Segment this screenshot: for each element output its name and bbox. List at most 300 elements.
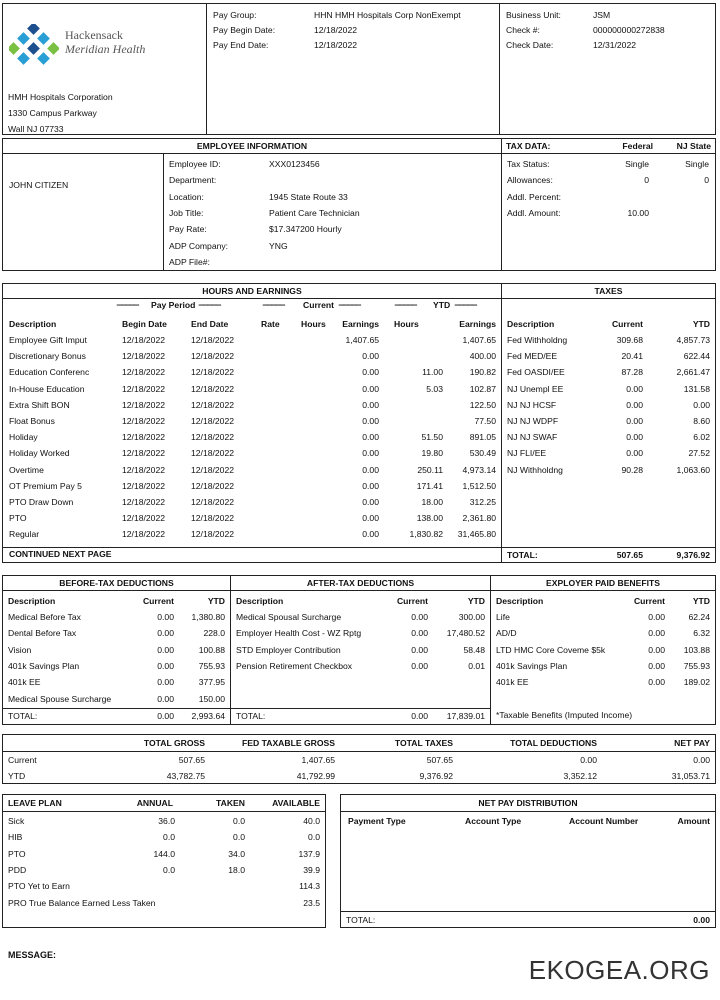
- employee-info-section: [2, 138, 502, 271]
- pay-group-label: Pay Group:: [213, 10, 257, 20]
- tax-data-row: [502, 172, 715, 188]
- earning-begin-date: 12/18/2022: [122, 432, 166, 443]
- earning-end-date: 12/18/2022: [191, 497, 235, 507]
- leave-col-available: AVAILABLE: [272, 798, 320, 808]
- dash-decoration: ━━━━━: [395, 300, 416, 310]
- sum-col-fed-taxable: FED TAXABLE GROSS: [242, 738, 335, 748]
- leave-row: [3, 878, 325, 894]
- employee-field-label: Location:: [169, 191, 204, 202]
- earnings-row: [3, 445, 501, 461]
- employee-field-value: XXX0123456: [269, 159, 320, 169]
- before-tax-current: 0.00: [157, 628, 174, 639]
- pay-begin-row: [207, 22, 499, 38]
- earning-ytd-amount: 102.87: [469, 383, 496, 394]
- tax-data-row: [502, 156, 715, 172]
- tax-data-label: Allowances:: [507, 175, 553, 186]
- leave-annual: 0.0: [163, 864, 175, 875]
- col-end-date: End Date: [191, 319, 229, 329]
- employer-benefit-ytd: 189.02: [683, 677, 710, 688]
- at-total-ytd: 17,839.01: [446, 711, 485, 721]
- earning-current-amount: 0.00: [362, 464, 379, 475]
- earning-end-date: 12/18/2022: [191, 367, 235, 378]
- tax-description: NJ FLI/EE: [507, 448, 547, 459]
- before-tax-row: [3, 625, 230, 641]
- earning-current-amount: 0.00: [362, 399, 379, 410]
- tax-row: [502, 397, 715, 413]
- net-pay-distribution-section: [340, 794, 716, 928]
- earning-end-date: 12/18/2022: [191, 335, 235, 345]
- tax-row: [502, 332, 715, 348]
- employee-field-label: Job Title:: [169, 207, 204, 218]
- bt-total-ytd: 2,993.64: [191, 711, 225, 721]
- summary-value: 507.65: [426, 755, 453, 765]
- employee-field-row: [3, 156, 501, 172]
- summary-row: [3, 768, 715, 784]
- earnings-row: [3, 526, 501, 542]
- earning-description: Float Bonus: [9, 416, 55, 426]
- tax-ytd: 1,063.60: [676, 464, 710, 475]
- earning-current-amount: 0.00: [362, 367, 379, 378]
- employer-benefit-current: 0.00: [648, 677, 665, 688]
- leave-plan-name: Sick: [8, 816, 25, 826]
- before-tax-description: 401k EE: [8, 677, 41, 688]
- earning-begin-date: 12/18/2022: [122, 513, 166, 524]
- pay-begin-value: 12/18/2022: [314, 25, 358, 35]
- earning-description: OT Premium Pay 5: [9, 480, 82, 491]
- group-ytd: YTD: [433, 300, 451, 310]
- employer-benefit-ytd: 6.32: [693, 628, 710, 639]
- before-tax-current: 0.00: [157, 660, 174, 671]
- employer-benefit-description: LTD HMC Core Coveme $5k: [496, 644, 606, 655]
- col-description: Description: [9, 319, 57, 329]
- after-tax-description: Medical Spousal Surcharge: [236, 612, 342, 622]
- earning-ytd-amount: 1,512.50: [462, 480, 496, 491]
- npd-col-account-type: Account Type: [465, 816, 522, 826]
- employer-benefit-row: [491, 658, 715, 674]
- logo-text-line2: Meridian Health: [65, 42, 146, 56]
- eb-col-current: Current: [633, 596, 665, 606]
- before-tax-ytd: 150.00: [198, 693, 225, 704]
- leave-available: 39.9: [303, 864, 320, 875]
- after-tax-row: [231, 625, 490, 641]
- group-current: Current: [303, 300, 335, 310]
- earning-begin-date: 12/18/2022: [122, 383, 166, 394]
- dash-decoration: ━━━━━: [455, 300, 476, 310]
- tax-description: NJ Withholdng: [507, 464, 563, 475]
- summary-value: 1,407.65: [301, 755, 335, 765]
- after-tax-title: AFTER-TAX DEDUCTIONS: [231, 576, 490, 591]
- leave-available: 114.3: [299, 881, 320, 892]
- employee-field-label: ADP Company:: [169, 240, 229, 251]
- earning-begin-date: 12/18/2022: [122, 335, 166, 345]
- earnings-row: [3, 348, 501, 364]
- employer-benefit-ytd: 62.24: [688, 612, 710, 622]
- taxes-title: TAXES: [502, 284, 715, 299]
- tax-row: [502, 445, 715, 461]
- earning-ytd-hours: 11.00: [422, 367, 443, 378]
- check-number-label: Check #:: [506, 25, 540, 35]
- check-info-block: [500, 3, 716, 135]
- earning-description: Overtime: [9, 464, 44, 475]
- leave-col-taken: TAKEN: [216, 798, 245, 808]
- tax-description: NJ Unempl EE: [507, 383, 564, 394]
- summary-value: 0.00: [580, 755, 597, 765]
- earning-description: Regular: [9, 529, 40, 540]
- after-tax-ytd: 300.00: [458, 612, 485, 622]
- tax-current: 0.00: [626, 399, 643, 410]
- tax-data-section: [502, 138, 716, 271]
- npd-col-account-number: Account Number: [569, 816, 639, 826]
- pay-group-value: HHN HMH Hospitals Corp NonExempt: [314, 10, 461, 20]
- company-address2: Wall NJ 07733: [8, 124, 64, 134]
- tax-data-federal-header: Federal: [622, 141, 653, 151]
- employee-field-row: [3, 205, 501, 221]
- tax-row: [502, 381, 715, 397]
- tax-row: [502, 462, 715, 478]
- before-tax-ytd: 1,380.80: [191, 612, 225, 622]
- earnings-row: [3, 381, 501, 397]
- taxes-col-description: Description: [507, 319, 555, 329]
- leave-plan-name: PDD: [8, 864, 27, 875]
- sum-col-net-pay: NET PAY: [674, 738, 710, 748]
- earnings-column-headers: [3, 316, 501, 332]
- hours-earnings-title: HOURS AND EARNINGS: [3, 284, 501, 299]
- earning-current-amount: 0.00: [362, 497, 379, 507]
- earning-ytd-hours: 250.11: [417, 464, 443, 475]
- leave-row: [3, 862, 325, 878]
- employer-benefit-description: AD/D: [496, 628, 517, 639]
- earning-end-date: 12/18/2022: [191, 351, 235, 362]
- earning-current-amount: 0.00: [362, 480, 379, 491]
- tax-ytd: 0.00: [693, 399, 710, 410]
- earning-ytd-hours: 1,830.82: [409, 529, 443, 540]
- dash-decoration: ━━━━━: [339, 300, 360, 310]
- tax-current: 20.41: [621, 351, 643, 362]
- before-tax-row: [3, 674, 230, 690]
- leave-row: [3, 846, 325, 862]
- leave-annual: 144.0: [153, 848, 175, 859]
- earnings-row: [3, 397, 501, 413]
- earning-description: PTO: [9, 513, 27, 524]
- tax-description: NJ NJ HCSF: [507, 399, 557, 410]
- earning-ytd-amount: 190.82: [469, 367, 496, 378]
- earning-ytd-amount: 530.49: [469, 448, 496, 459]
- employee-field-label: Department:: [169, 175, 217, 186]
- at-col-current: Current: [396, 596, 428, 606]
- after-tax-section: [231, 575, 491, 725]
- earning-begin-date: 12/18/2022: [122, 497, 166, 507]
- before-tax-description: 401k Savings Plan: [8, 660, 80, 671]
- sum-col-total-taxes: TOTAL TAXES: [394, 738, 453, 748]
- employer-benefit-row: [491, 609, 715, 625]
- leave-plan-name: PTO Yet to Earn: [8, 881, 70, 892]
- before-tax-current: 0.00: [157, 612, 174, 622]
- npd-total-value: 0.00: [693, 915, 710, 925]
- taxes-section: [502, 283, 716, 563]
- before-tax-ytd: 228.0: [203, 628, 225, 639]
- summary-value: 0.00: [693, 755, 710, 765]
- employee-field-row: [3, 254, 501, 270]
- earning-end-date: 12/18/2022: [191, 464, 235, 475]
- sum-col-total-gross: TOTAL GROSS: [143, 738, 205, 748]
- before-tax-section: [2, 575, 231, 725]
- after-tax-ytd: 17,480.52: [446, 628, 485, 639]
- earning-ytd-amount: 1,407.65: [462, 335, 496, 345]
- earning-current-amount: 0.00: [362, 383, 379, 394]
- earning-ytd-hours: 171.41: [416, 480, 443, 491]
- earnings-row: [3, 494, 501, 510]
- before-tax-description: Dental Before Tax: [8, 628, 77, 639]
- summary-headers: [3, 735, 715, 752]
- earning-begin-date: 12/18/2022: [122, 399, 166, 410]
- employer-benefits-section: [491, 575, 716, 725]
- npd-total-row: [341, 912, 715, 928]
- leave-plan-name: PRO True Balance Earned Less Taken: [8, 897, 156, 908]
- employer-benefit-row: [491, 625, 715, 641]
- leave-plan-section: [2, 794, 326, 928]
- taxable-benefits-note: *Taxable Benefits (Imputed Income): [496, 710, 633, 720]
- check-date-label: Check Date:: [506, 40, 554, 50]
- bt-col-current: Current: [142, 596, 174, 606]
- employer-benefits-headers: [491, 593, 715, 609]
- employer-benefit-current: 0.00: [648, 628, 665, 639]
- taxes-total-row: [502, 547, 715, 563]
- earning-current-amount: 0.00: [362, 448, 379, 459]
- before-tax-title: BEFORE-TAX DEDUCTIONS: [3, 576, 230, 591]
- leave-col-plan: LEAVE PLAN: [8, 798, 62, 808]
- before-tax-current: 0.00: [157, 693, 174, 704]
- pay-summary-section: [2, 734, 716, 784]
- taxes-total-ytd: 9,376.92: [676, 550, 710, 560]
- tax-ytd: 8.60: [693, 416, 710, 426]
- employee-field-value: 1945 State Route 33: [269, 191, 348, 202]
- after-tax-ytd: 0.01: [468, 660, 485, 671]
- employee-field-value: $17.347200 Hourly: [269, 224, 342, 235]
- before-tax-headers: [3, 593, 230, 609]
- earning-begin-date: 12/18/2022: [122, 367, 166, 378]
- tax-ytd: 2,661.47: [676, 367, 710, 378]
- before-tax-ytd: 377.95: [198, 677, 225, 688]
- earning-begin-date: 12/18/2022: [122, 464, 166, 475]
- before-tax-row: [3, 609, 230, 625]
- employer-benefit-current: 0.00: [648, 612, 665, 622]
- earnings-row: [3, 510, 501, 526]
- tax-description: Fed OASDI/EE: [507, 367, 565, 378]
- earning-description: Discretionary Bonus: [9, 351, 86, 362]
- earning-end-date: 12/18/2022: [191, 448, 235, 459]
- npd-total-label: TOTAL:: [346, 915, 376, 925]
- employee-field-label: Pay Rate:: [169, 224, 207, 235]
- tax-ytd: 4,857.73: [676, 335, 710, 345]
- pay-end-row: [207, 37, 499, 53]
- hours-earnings-section: [2, 283, 502, 563]
- earning-current-amount: 0.00: [362, 529, 379, 540]
- tax-current: 90.28: [621, 464, 643, 475]
- employee-field-value: YNG: [269, 240, 288, 251]
- tax-data-label: Tax Status:: [507, 159, 550, 169]
- tax-row: [502, 348, 715, 364]
- tax-row: [502, 429, 715, 445]
- after-tax-current: 0.00: [411, 644, 428, 655]
- leave-annual: 0.0: [163, 832, 175, 843]
- at-col-ytd: YTD: [467, 596, 485, 606]
- business-unit-label: Business Unit:: [506, 10, 561, 20]
- eb-col-ytd: YTD: [692, 596, 710, 606]
- tax-ytd: 27.52: [688, 448, 710, 459]
- tax-data-federal: 0: [644, 175, 649, 186]
- after-tax-row: [231, 658, 490, 674]
- sum-col-total-deductions: TOTAL DEDUCTIONS: [510, 738, 597, 748]
- earning-description: Holiday: [9, 432, 38, 443]
- taxes-total-current: 507.65: [616, 550, 643, 560]
- employee-name: JOHN CITIZEN: [9, 180, 69, 190]
- after-tax-ytd: 58.48: [463, 644, 485, 655]
- earning-description: Employee Gift Imput: [9, 335, 87, 345]
- business-unit-row: [500, 7, 715, 23]
- dash-decoration: ━━━━━: [117, 300, 138, 310]
- pay-end-value: 12/18/2022: [314, 40, 358, 50]
- before-tax-description: Medical Before Tax: [8, 612, 81, 622]
- message-label: MESSAGE:: [8, 950, 57, 960]
- leave-taken: 0.0: [233, 816, 245, 826]
- eb-col-description: Description: [496, 596, 544, 606]
- col-begin-date: Begin Date: [122, 319, 167, 329]
- leave-col-annual: ANNUAL: [136, 798, 173, 808]
- after-tax-row: [231, 642, 490, 658]
- tax-description: NJ NJ SWAF: [507, 432, 558, 443]
- earning-begin-date: 12/18/2022: [122, 351, 166, 362]
- watermark: EKOGEA.ORG: [528, 955, 710, 985]
- earning-ytd-amount: 891.05: [469, 432, 496, 443]
- before-tax-current: 0.00: [157, 677, 174, 688]
- earning-description: Education Conferenc: [9, 367, 90, 378]
- before-tax-row: [3, 691, 230, 707]
- npd-col-amount: Amount: [677, 816, 710, 826]
- tax-data-label: Addl. Amount:: [507, 207, 561, 218]
- summary-value: 31,053.71: [671, 770, 710, 781]
- bt-total-label: TOTAL:: [8, 711, 38, 721]
- employer-benefit-description: 401k Savings Plan: [496, 660, 568, 671]
- earning-current-amount: 0.00: [362, 416, 379, 426]
- tax-data-state: 0: [704, 175, 709, 186]
- earning-current-amount: 0.00: [362, 351, 379, 362]
- earning-end-date: 12/18/2022: [191, 383, 235, 394]
- tax-ytd: 131.58: [683, 383, 710, 394]
- before-tax-ytd: 755.93: [198, 660, 225, 671]
- earning-ytd-amount: 122.50: [469, 399, 496, 410]
- at-total-label: TOTAL:: [236, 711, 266, 721]
- earnings-row: [3, 478, 501, 494]
- after-tax-headers: [231, 593, 490, 609]
- earning-end-date: 12/18/2022: [191, 399, 235, 410]
- summary-row: [3, 752, 715, 768]
- pay-end-label: Pay End Date:: [213, 40, 269, 50]
- before-tax-current: 0.00: [157, 644, 174, 655]
- summary-value: 3,352.12: [563, 770, 597, 781]
- leave-row: [3, 813, 325, 829]
- earning-begin-date: 12/18/2022: [122, 480, 166, 491]
- employer-benefit-current: 0.00: [648, 660, 665, 671]
- npd-col-payment-type: Payment Type: [348, 816, 406, 826]
- tax-description: Fed MED/EE: [507, 351, 558, 362]
- col-earnings: Earnings: [342, 319, 379, 329]
- leave-plan-name: HIB: [8, 832, 23, 843]
- leave-plan-name: PTO: [8, 848, 26, 859]
- earning-current-amount: 0.00: [362, 513, 379, 524]
- before-tax-description: Medical Spouse Surcharge: [8, 693, 112, 704]
- taxes-col-ytd: YTD: [692, 319, 710, 329]
- earning-ytd-amount: 4,973.14: [462, 464, 496, 475]
- col-ytd-earnings: Earnings: [459, 319, 496, 329]
- summary-value: 41,792.99: [296, 770, 335, 781]
- business-unit-value: JSM: [593, 10, 611, 20]
- leave-taken: 18.0: [228, 864, 245, 875]
- company-block: [2, 3, 206, 135]
- leave-taken: 0.0: [233, 832, 245, 843]
- continued-next-page: CONTINUED NEXT PAGE: [9, 549, 112, 559]
- leave-taken: 34.0: [228, 848, 245, 859]
- leave-row: [3, 895, 325, 911]
- earning-current-amount: 0.00: [362, 432, 379, 443]
- earning-end-date: 12/18/2022: [191, 513, 235, 524]
- before-tax-row: [3, 658, 230, 674]
- tax-current: 309.68: [616, 335, 643, 345]
- tax-current: 0.00: [626, 416, 643, 426]
- divider: [3, 547, 501, 548]
- employee-field-row: [3, 172, 501, 188]
- summary-value: 9,376.92: [419, 770, 453, 781]
- bt-col-description: Description: [8, 596, 56, 606]
- earning-end-date: 12/18/2022: [191, 432, 235, 443]
- col-ytd-hours: Hours: [394, 319, 419, 329]
- summary-row-label: Current: [8, 755, 37, 765]
- earning-begin-date: 12/18/2022: [122, 448, 166, 459]
- earning-ytd-hours: 51.50: [421, 432, 443, 443]
- earnings-row: [3, 413, 501, 429]
- tax-data-federal: Single: [625, 159, 649, 169]
- pay-info-block: [206, 3, 500, 135]
- after-tax-total-row: [231, 708, 490, 724]
- earnings-row: [3, 429, 501, 445]
- after-tax-row: [231, 609, 490, 625]
- tax-row: [502, 364, 715, 380]
- earnings-group-header: [3, 298, 501, 312]
- leave-available: 0.0: [308, 832, 320, 843]
- taxes-column-headers: [502, 316, 715, 332]
- tax-description: NJ NJ WDPF: [507, 416, 559, 426]
- pay-group-row: [207, 7, 499, 23]
- company-logo: [9, 24, 59, 68]
- earning-begin-date: 12/18/2022: [122, 529, 166, 540]
- dash-decoration: ━━━━━: [199, 300, 220, 310]
- logo-text-line1: Hackensack: [65, 28, 123, 42]
- earning-description: Holiday Worked: [9, 448, 70, 459]
- leave-headers: [3, 795, 325, 812]
- tax-current: 0.00: [626, 383, 643, 394]
- earnings-row: [3, 364, 501, 380]
- tax-data-state-header: NJ State: [676, 141, 711, 151]
- leave-available: 137.9: [298, 848, 320, 859]
- after-tax-description: Employer Health Cost - WZ Rptg: [236, 628, 362, 639]
- tax-data-label: Addl. Percent:: [507, 191, 561, 202]
- tax-ytd: 622.44: [683, 351, 710, 362]
- after-tax-current: 0.00: [411, 628, 428, 639]
- tax-data-title: TAX DATA:: [506, 141, 551, 151]
- employee-field-value: Patient Care Technician: [269, 207, 360, 218]
- earning-ytd-amount: 77.50: [474, 416, 496, 426]
- tax-current: 0.00: [626, 448, 643, 459]
- earning-ytd-hours: 18.00: [421, 497, 443, 507]
